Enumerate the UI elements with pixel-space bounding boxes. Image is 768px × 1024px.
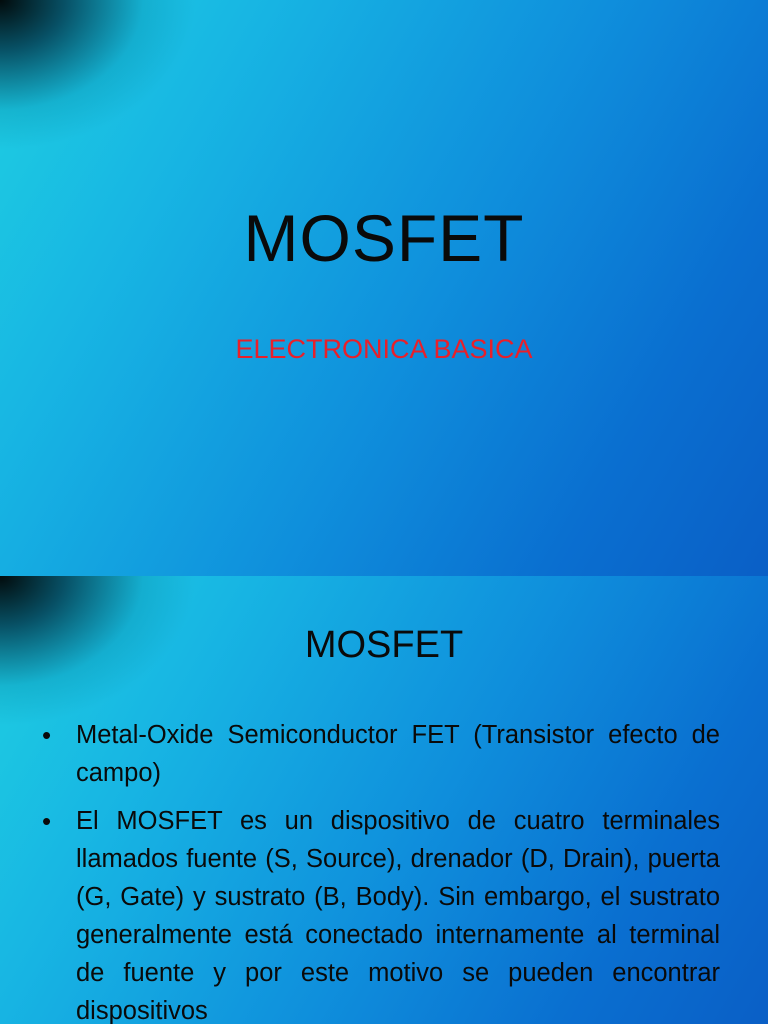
slide-content	[0, 576, 768, 1024]
bullet-item	[40, 716, 720, 792]
bullet-icon: •	[42, 720, 52, 750]
slide-title-heading: MOSFET	[243, 201, 525, 275]
bullet-text: Metal-Oxide Semiconductor FET (Transistor efecto de campo)	[76, 721, 720, 787]
bullet-icon: •	[42, 806, 52, 836]
slide-content-heading: MOSFET	[304, 624, 464, 666]
bullet-text: El MOSFET es un dispositivo de cuatro terminales llamados fuente (S, Source), drenador (D, Drain), puerta (G, Gate) y sustrato (B, Body). Sin embargo, el sustrato generalmente está conectado internamente al terminal de fuente y por este motivo se pueden encontrar dispositivos	[76, 807, 720, 1024]
bullet-list	[40, 716, 720, 1024]
slide-subtitle: ELECTRONICA BASICA	[235, 334, 533, 364]
bullet-item	[40, 802, 720, 1024]
